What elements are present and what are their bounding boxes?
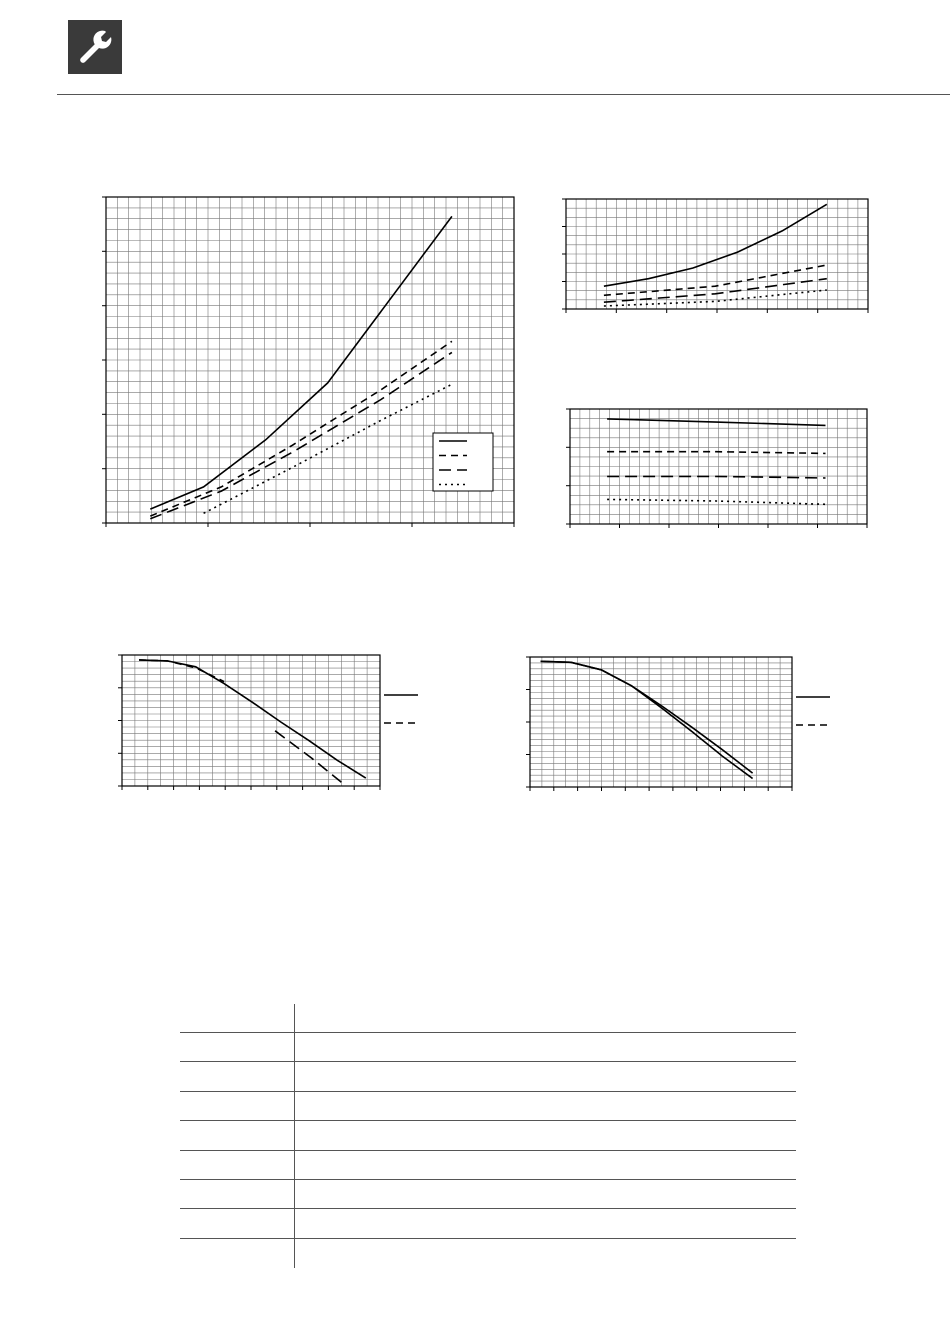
chart-bottom-right <box>530 657 830 787</box>
chart-grid <box>566 409 867 528</box>
table-row-divider <box>180 1150 796 1151</box>
series-line-2 <box>607 452 825 454</box>
chart-mid-right <box>570 409 867 524</box>
chart-legend <box>796 697 830 725</box>
table-row-divider <box>180 1032 796 1033</box>
chart-legend <box>433 433 493 491</box>
series-line-1 <box>607 419 825 426</box>
wrench-icon <box>68 20 122 74</box>
spec-table <box>180 1004 796 1268</box>
chart-top-right <box>566 199 868 309</box>
chart-grid <box>526 657 792 791</box>
chart-bottom-left <box>122 655 422 786</box>
chart-grid <box>562 199 868 313</box>
table-row-divider <box>180 1091 796 1092</box>
table-row-divider <box>180 1061 796 1062</box>
table-row-divider <box>180 1179 796 1180</box>
series-line-4 <box>604 290 827 306</box>
series-line-4 <box>607 499 825 504</box>
series-line-1 <box>139 660 366 778</box>
chart-main <box>106 197 514 523</box>
chart-legend <box>384 695 418 723</box>
series-line-3 <box>150 352 452 518</box>
table-row-divider <box>180 1120 796 1121</box>
table-row-divider <box>180 1238 796 1239</box>
chart-grid <box>118 655 380 790</box>
series-line-3 <box>607 476 825 478</box>
series-line-1 <box>604 204 827 286</box>
table-column-divider <box>294 1004 295 1268</box>
table-row-divider <box>180 1208 796 1209</box>
header-rule <box>57 94 950 95</box>
series-line-1 <box>150 216 452 509</box>
